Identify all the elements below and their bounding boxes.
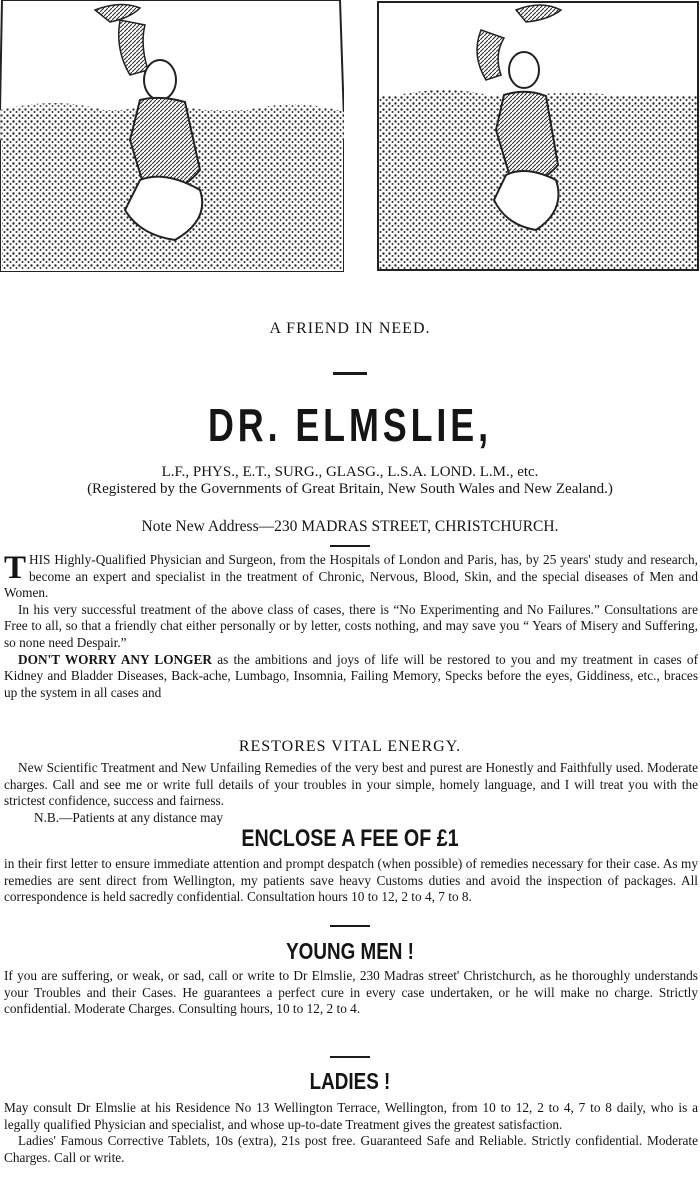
- divider: [330, 545, 370, 547]
- experimenting-paragraph: In his very successful treatment of the above class of cases, there is “No Experimenting and No Failures.” Consultations are Free to all, so that a friendly chat either personally or by letter, costs nothing, and may save you “ Years of Misery and Suffering, so none need Despair.”: [4, 601, 698, 650]
- tablets-paragraph: Ladies' Famous Corrective Tablets, 10s (extra), 21s post free. Guaranteed Safe and Reliable. Strictly confidential. Moderate Charges. Call or write.: [4, 1133, 698, 1165]
- ladies-heading: LADIES !: [309, 1068, 391, 1094]
- intro-text: HIS Highly-Qualified Physician and Surgeon, from the Hospitals of London and Paris, has, by 25 years' study and research, become an expert and specialist in the treatment of Chronic, Nervous, Blood, Skin, and the special diseases of Men and Women.: [4, 552, 698, 601]
- address: Note New Address—230 MADRAS STREET, CHRISTCHURCH.: [141, 518, 559, 535]
- ladies-section: [4, 1100, 698, 1166]
- ad-body-treatment: [4, 760, 698, 826]
- enclose-fee-heading: ENCLOSE A FEE OF £1: [241, 825, 459, 852]
- doctor-name: DR. ELMSLIE,: [207, 399, 493, 451]
- woman-with-torch-illustration-right: [376, 0, 700, 272]
- woman-with-torch-illustration-left: [0, 0, 344, 272]
- drop-cap: T: [4, 550, 27, 586]
- intro-paragraph: [4, 552, 698, 602]
- registration-note: (Registered by the Governments of Great Britain, New South Wales and New Zealand.): [87, 481, 613, 497]
- dont-worry-paragraph: [4, 652, 698, 702]
- ladies-paragraph: May consult Dr Elmslie at his Residence No 13 Wellington Terrace, Wellington, from 10 to 12, 2 to 4, 7 to 8 daily, who is a legally qualified Physician and specialist, and whose up-to-date Treatment gives the greatest satisfaction.: [4, 1100, 698, 1132]
- heading-a-friend-in-need: A FRIEND IN NEED.: [269, 320, 431, 337]
- young-men-paragraph: If you are suffering, or weak, or sad, call or write to Dr Elmslie, 230 Madras street' Christchurch, as he thoroughly understands your Troubles and their Cases. He guarantees a perfect cure in every case undertaken, or he will make no charge. Strictly confidential. Moderate Charges. Consulting hours, 10 to 12, 2 to 4.: [4, 968, 698, 1017]
- short-divider: [333, 372, 367, 375]
- divider-ladies: [330, 1056, 370, 1058]
- dont-worry-lead: DON'T WORRY ANY LONGER: [18, 651, 212, 667]
- young-men-heading: YOUNG MEN !: [286, 938, 414, 964]
- treatment-paragraph: New Scientific Treatment and New Unfailing Remedies of the very best and purest are Honestly and Faithfully used. Moderate charges. Call and see me or write full details of your troubles in your simple, homely language, and I will treat you with the strictest confidence, success and fairness.: [4, 760, 698, 809]
- dont-worry-text: as the ambitions and joys of life will be restored to you and my treatment in cases of Kidney and Bladder Diseases, Back-ache, Lumbago, Insomnia, Failing Memory, Specks before the eyes, Giddiness, etc., braces up the system in all cases and: [4, 651, 698, 700]
- restores-vital-energy: RESTORES VITAL ENERGY.: [238, 738, 462, 755]
- nb-note: N.B.—Patients at any distance may: [34, 809, 224, 825]
- divider-young-men: [330, 925, 370, 927]
- credentials: L.F., PHYS., E.T., SURG., GLASG., L.S.A. LOND. L.M., etc.: [161, 464, 539, 480]
- fee-paragraph: in their first letter to ensure immediate attention and prompt despatch (when possible) of remedies necessary for their case. As my remedies are sent direct from Wellington, my patients save heavy Customs duties and avoid the inspection of packages. All correspondence is held sacredly confidential. Consultation hours 10 to 12, 2 to 4, 7 to 8.: [4, 856, 698, 905]
- ad-body-intro: [4, 552, 698, 701]
